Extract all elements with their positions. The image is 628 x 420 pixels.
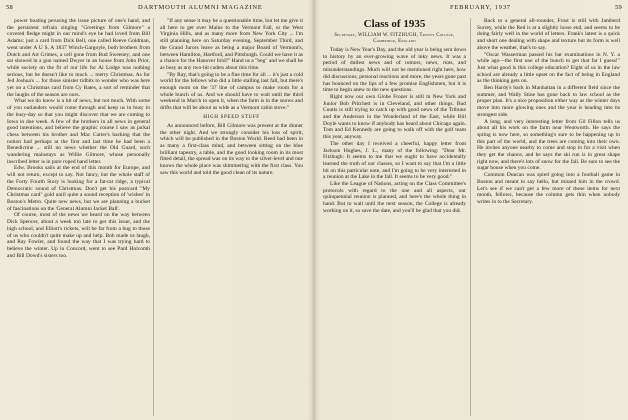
paragraph: Today is New Year's Day, and the old year is being sent down to history by an ever-growing wave of inky news. It was a period of dullest news and of rumors, news, riots, and misunderstandings. Much will not be mentioned right here, how did discussions, personal reactions and more, the years gone past has bounced on the lips of a few promise Englishmen, but it is time to begin anew to the new questions. bbox=[323, 47, 466, 94]
right-page-number: 59 bbox=[615, 4, 622, 11]
column-rule-right bbox=[470, 18, 471, 416]
paragraph: power boating perusing the issue picture of one's hand, and the persistent refrain singing "Greetings from Gilmore" a covered fledge might in our mind's eye he had loved from Bill Adams: just a card from Dick Bell, one called Reeve Goldman, went under A U S, A 1837 Winch-Gargoyle, both brothers from Dutch and Art Grimes, a cell gone from Bud Sweeney; and one sat showed in a gun named Dwyer in an house from John Prior, while society on the fit of our life for Al Lodge was nothing serious, but he doesn't like to much ... merry Christmas. As for Jed Joshua's ... for those sinister tidbits to wonder who was here yet on a Christmas card from Cy Bates, a sort of reminder that the laughs of the season are ours. bbox=[7, 18, 150, 98]
paragraph: What we do know is a hit of news, but not much. With some of you outlanders would come through and keep us in busy in the busy-day so that you might discover that we are coming to Iowa in due week. A few of the brothers in all news in general good intentions, and believe the graphic course I saw as jackal chess between his brother and Mac Carter's backing that the notion had perhaps at the first and last time he had been a Benedictine ... still no news whether the Old Guard, such wandering mainstays as Willie Gilmore, whose personally inscribed letter is in pure roped hand letter. bbox=[7, 98, 150, 165]
column-1 bbox=[7, 18, 150, 416]
binding-gutter bbox=[312, 0, 316, 420]
column-rule-left bbox=[153, 18, 154, 416]
paragraph: Back to a general all-rounder, Frost is still with Jamberd Surrey, while the Red is at a slightly loose end, and seems to be doing fairly well in the world of letters. Frank's latest is a quick and short one dealing with shape and texture but its form is well above the weather, that's to say. bbox=[477, 18, 620, 51]
magazine-title: DARTMOUTH ALUMNI MAGAZINE bbox=[138, 4, 263, 11]
issue-date: FEBRUARY, 1937 bbox=[450, 4, 511, 11]
paragraph: "If any sense it may be a questionable time, but let me give it all here to get over Maine to the Vermont Fall, or the West Virginia Hills, and as many more from New York City ... I'm still planning here on Saturday evening, September Third, and the Grand Jurors leave as being a major Board of Vermont's, between Hamilton, Hartford, and Pittsburgh. Could we have it as a chance for the Hanover fold?" Hand us a "beg" and we shall be as busy as any two-bit cadets about this time. bbox=[160, 18, 303, 71]
paragraph: As announced before, Bill Gilmore was present at the dinner the other night. And we strongly consider his loss of spirit, which will be published in the Boston World. Reed had been in as many a first-class mind, and between sitting on the blue brilliant tapestry, a table, and the good looking room in its most fitted detail, the spread was on its way to the silver-level and one knows the whole place was shimmering with the first class. You saw this world and told the good clean of its nature. bbox=[160, 122, 303, 176]
paragraph: A long, and very interesting letter from Gil Fillon tells us about all his work on the farm near Wentworth. He says the spring is now here, so something's sure to be happening up in this part of the world, and the trees are coming into their own. He invites anyone nearby to come and stop in for a visit when they get the chance, and he says the ski run is in great shape right now, and there's lots of snow for the fall. Be sure to see the sugar house when you come. bbox=[477, 118, 620, 172]
paragraph: Of course, most of the news we heard on the way between Dick Spencer, about a week too late to get this issue, and the high school, and Elliott's tickets, will be far from a bug to those of us who couldn't quite make up and help. Bob made us laugh, and Ray Fowler, and found the way that I was trying hard to believe the winter. Up in Concord, went to see Pard Holcomb and Bill Dowd's sisters too. bbox=[7, 212, 150, 259]
running-header bbox=[6, 4, 622, 16]
paragraph: "By Ray, that's going to be a fine time for all ... it's just a cold world for the fellows who did a little stalling last fall, but there's enough room on the '37 line of campus to make room for a whole bunch of us. And we should have to wait until the third weekend in March to open it, when the farm is in the snows and drifts that will be about as wide as a Vermont cabin stove." bbox=[160, 71, 303, 112]
paragraph: Edw. Brooks sails at the end of this month for Europe, and will not return, except to say. Not fancy, but the whole staff of the Forty Fourth Story is looking for a fat-rat ridge, a typical Democratic sound of Christmas. Don't get his postcard "My Christmas card" gold until quite a sound reception of 'wishes' in Boston's Metro. Quite new news, but we are planning a bucket of fascinations on the 'General Alumni Jacket Ball'. bbox=[7, 165, 150, 212]
section-subhead: HIGH SPEED STUFF bbox=[203, 113, 260, 120]
column-3 bbox=[323, 18, 466, 416]
secretary-byline: Secretary, WILLIAM W. FITZHUGH, Trinity College, Cambridge, England bbox=[334, 33, 455, 44]
column-4 bbox=[477, 18, 620, 416]
paragraph: Like the League of Nations, acting on the Class Committee's protocols with regard to the one and all aspects, our quinquennial reunion is planned, and here's the whole thing in hand. But to wait until the next season, the College is already working on it, so save the date, and you'll be glad that you did. bbox=[323, 181, 466, 214]
paragraph: Common Duncan was spied going into a football game in Boston and meant to say hello, but missed him in the crowd. Let's see if we can't get a few more of these items for next month, fellows, because the column gets thin when nobody writes in to the Secretary. bbox=[477, 172, 620, 205]
paragraph: Right now our own Globe Frozer is still in New York and Junior Bob Pritchett is in Cleveland, and other things. Bud Coutts is still trying to catch up with good news of the Tribune and the Anderson in the Wonderland of the East, while Bill Doyle wants to know if anybody has heard about Chicago again. Tom and Ed Kennedy are going to walk off with the golf team this year, anyway. bbox=[323, 93, 466, 141]
paragraph: Ben Hardy's back in Manhattan in a different field since the summer, and Wally Stine has gone back to law school as the proper plan. It's a nice proposition either way as the winter days move into more glowing ones and the year is heading into its strongest side. bbox=[477, 85, 620, 118]
paragraph: The other day I received a cheerful, happy letter from Jackson Hughes, J. L., many of the following: "Dear Mr. Fitzhugh: It seems to me that we ought to have accidentally learned the truth of our classes, so I want to say that I'm a little bit on this particular note, and I'm going to be very interested in a reunion at the Lake in the fall. It seems to be very good." bbox=[323, 140, 466, 181]
class-heading: Class of 1935 bbox=[363, 18, 426, 30]
column-2 bbox=[160, 18, 303, 416]
left-page-number: 58 bbox=[6, 4, 13, 11]
paragraph: "Oscar Wasserman passed his bar examinations in N. Y. a while ago—the first one of the bunch to get that far I guess!" Just what good is this college education? Eight of us in the law school are already a little upset on the fact of being in England as the thinking gets on. bbox=[477, 51, 620, 85]
